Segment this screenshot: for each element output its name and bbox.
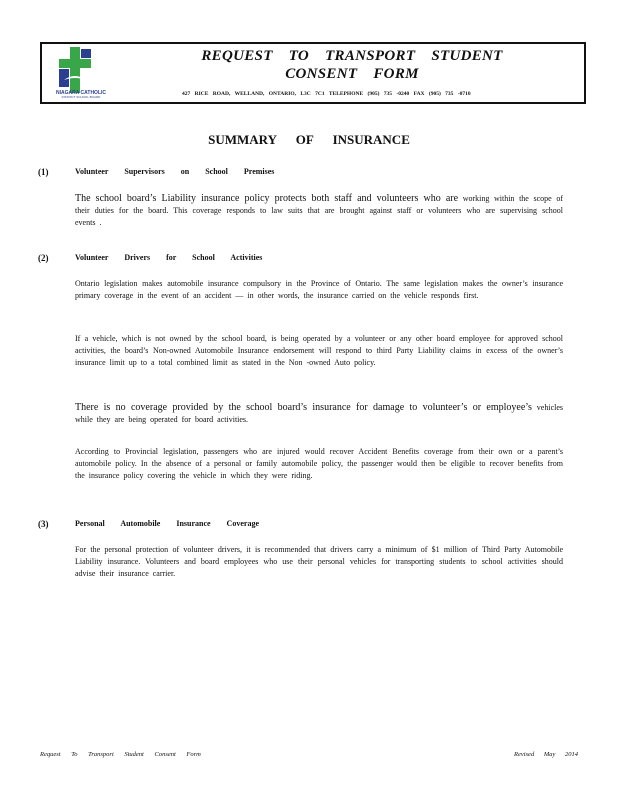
paragraph-text: For the personal protection of volunteer drivers, it is recommended that drivers carry a minimum of $1 million of Third Party Automobile Liability insurance. Volunteers and board employees who use their personal vehicles for transporting students to school activities should advise their insurance carrier.: [75, 545, 563, 578]
paragraph: [75, 333, 563, 369]
paragraph: [75, 544, 563, 580]
section-heading: Volunteer Drivers for School Activities: [75, 253, 263, 262]
footer-form-name: Request To Transport Student Consent Form: [40, 751, 201, 758]
logo-subtext: DISTRICT SCHOOL BOARD: [61, 95, 101, 99]
form-header: [40, 42, 586, 104]
paragraph-lead: The school board’s Liability insurance policy protects both staff and volunteers who are: [75, 193, 459, 204]
paragraph-text: Ontario legislation makes automobile insurance compulsory in the Province of Ontario. The same legislation makes the owner’s insurance primary coverage in the event of an accident — in other words, the insurance carried on the vehicle responds first.: [75, 279, 563, 300]
paragraph: [75, 446, 563, 482]
section-number: (3): [38, 519, 49, 529]
section-heading: Personal Automobile Insurance Coverage: [75, 519, 259, 528]
paragraph-lead: There is no coverage provided by the school board’s insurance for damage to volunteer’s or employee’s: [75, 402, 532, 413]
section-number: (2): [38, 253, 49, 263]
paragraph: [75, 402, 563, 426]
form-title-line2: CONSENT FORM: [285, 66, 419, 82]
form-title-line1: REQUEST TO TRANSPORT STUDENT: [201, 48, 503, 64]
paragraph-text: working within the scope of their duties for the board. This coverage responds to law suits that are brought against staff or volunteers who are supervising school events .: [75, 194, 564, 227]
footer-revision: Revised May 2014: [513, 751, 578, 758]
summary-title: SUMMARY OF INSURANCE: [208, 132, 410, 147]
paragraph: [75, 278, 563, 302]
paragraph-text: If a vehicle, which is not owned by the school board, is being operated by a volunteer or any other board employee for approved school activities, the board’s Non-owned Automobile Insurance endorsement will respond to third Party Liability claims in excess of the owner’s insurance limit up to a total combined limit as stated in the Non -owned Auto policy.: [75, 334, 563, 367]
paragraph-text: According to Provincial legislation, passengers who are injured would recover Accident Benefits coverage from their own or a parent’s automobile policy. In the absence of a personal or family automobile policy, the passenger would then be eligible to recover benefits from the insurance policy covering the vehicle in which they were riding.: [75, 447, 563, 480]
section-heading: Volunteer Supervisors on School Premises: [75, 167, 275, 176]
paragraph: [75, 193, 563, 229]
logo-text: NIAGARA CATHOLIC: [56, 90, 106, 96]
paragraph-text: vehicles while they are being operated for board activities.: [75, 403, 564, 424]
section-number: (1): [38, 167, 49, 177]
board-address: 427 RICE ROAD, WELLAND, ONTARIO, L3C 7C1 TELEPHONE (905) 735 -0240 FAX (905) 735 -0710: [182, 91, 471, 97]
